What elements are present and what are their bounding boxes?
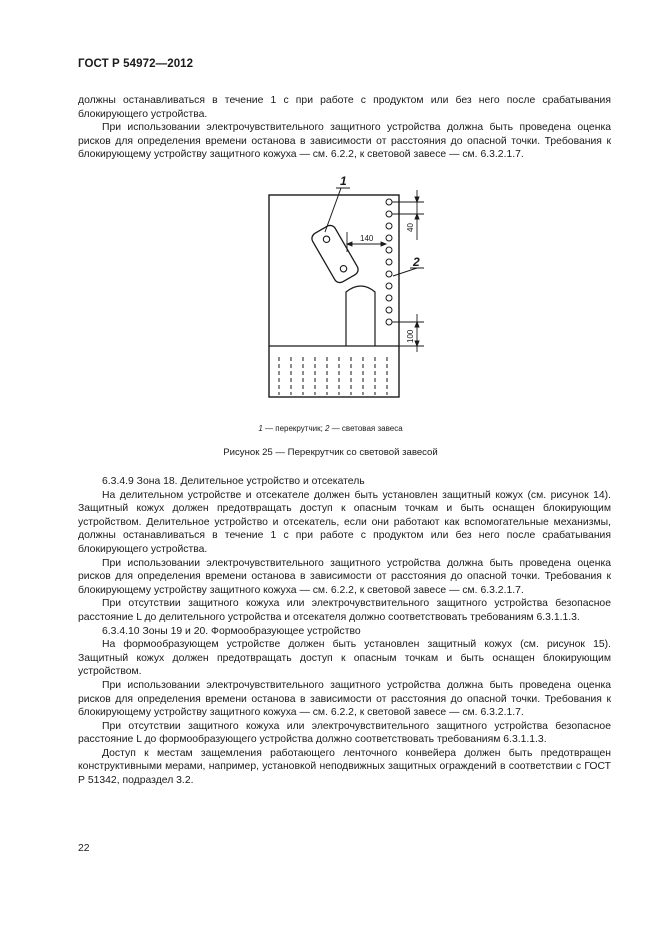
dough-column	[346, 286, 375, 346]
leader-2	[393, 268, 417, 276]
machine-frame	[269, 195, 399, 397]
document-header: ГОСТ Р 54972—2012	[78, 58, 194, 70]
page-number: 22	[78, 843, 90, 854]
callout-1: 1	[340, 174, 347, 188]
dim-100-label: 100	[406, 329, 415, 343]
paragraph: При использовании электрочувствительного защитного устройства должна быть проведена оценка рисков для определения времени останова в зависимости от расстояния до опасной точки. Требования к блокирующему устройству защитного кожуха — см. 6.2.2, к световой завесе — см. 6.3.2.1.7.	[78, 557, 611, 596]
legend-num-2: 2	[325, 424, 330, 433]
paragraph: При использовании электрочувствительного защитного устройства должна быть проведена оценка рисков для определения времени останова в зависимости от расстояния до опасной точки. Требования к блокирующему устройству защитного кожуха — см. 6.2.2, к световой завесе — см. 6.3.2.1.7.	[78, 679, 611, 719]
paragraph: 6.3.4.9 Зона 18. Делительное устройство и отсекатель	[102, 476, 365, 487]
paragraph: 6.3.4.10 Зоны 19 и 20. Формообразующее устройство	[102, 625, 361, 637]
paragraph: На делительном устройстве и отсекателе должен быть установлен защитный кожух (см. рисунок 14). Защитный кожух должен предотвращать доступ к опасным точкам и быть оснащен блокирующим устройством. Делительное устройство и отсекатель, если они работают как вспомогательные механизмы, должны останавливаться в течение 1 с при работе с продуктом или без него после срабатывания блокирующего устройства.	[78, 489, 611, 555]
paragraph: Доступ к местам защемления работающего ленточного конвейера должен быть предотвращен конструктивными мерами, например, установкой неподвижных защитных ограждений в соответствии с ГОСТ Р 51342, подраздел 3.2.	[78, 747, 611, 787]
paragraph: При использовании электрочувствительного защитного устройства должна быть проведена оценка рисков для определения времени останова в зависимости от расстояния до опасной точки. Требования к блокирующему устройству защитного кожуха — см. 6.2.2, к световой завесе — см. 6.3.2.1.7.	[78, 122, 611, 161]
light-curtain	[386, 199, 392, 325]
paragraph: На формообразующем устройстве должен быть установлен защитный кожух (см. рисунок 15). Защитный кожух должен предотвращать доступ к опасным точкам и быть оснащен блокирующим устройством.	[78, 639, 611, 678]
legend-text-2: — световая завеса	[329, 424, 403, 433]
legend-num-1: 1	[258, 424, 263, 433]
callout-2: 2	[413, 255, 420, 269]
conveyor-dashes	[279, 357, 387, 395]
twister-arm	[310, 223, 361, 284]
dim-40-label: 40	[406, 223, 415, 232]
legend-text-1: — перекрутчик;	[262, 424, 326, 433]
figure-legend	[0, 424, 661, 433]
dim-140-label: 140	[360, 234, 374, 243]
figure-25-drawing	[0, 0, 661, 420]
paragraph: При отсутствии защитного кожуха или электрочувствительного защитного устройства безопасное расстояние L до делительного устройства и отсекателя должно соответствовать требованиям 6.3.1.1.3.	[78, 598, 611, 623]
paragraph: должны останавливаться в течение 1 с при работе с продуктом или без него после срабатывания блокирующего устройства.	[78, 95, 611, 120]
paragraph: При отсутствии защитного кожуха или электрочувствительного защитного устройства безопасное расстояние L до формообразующего устройства должно соответствовать требованиям 6.3.1.1.3.	[78, 720, 611, 746]
figure-caption: Рисунок 25 — Перекрутчик со световой завесой	[223, 447, 438, 458]
body-text-block	[78, 475, 611, 788]
